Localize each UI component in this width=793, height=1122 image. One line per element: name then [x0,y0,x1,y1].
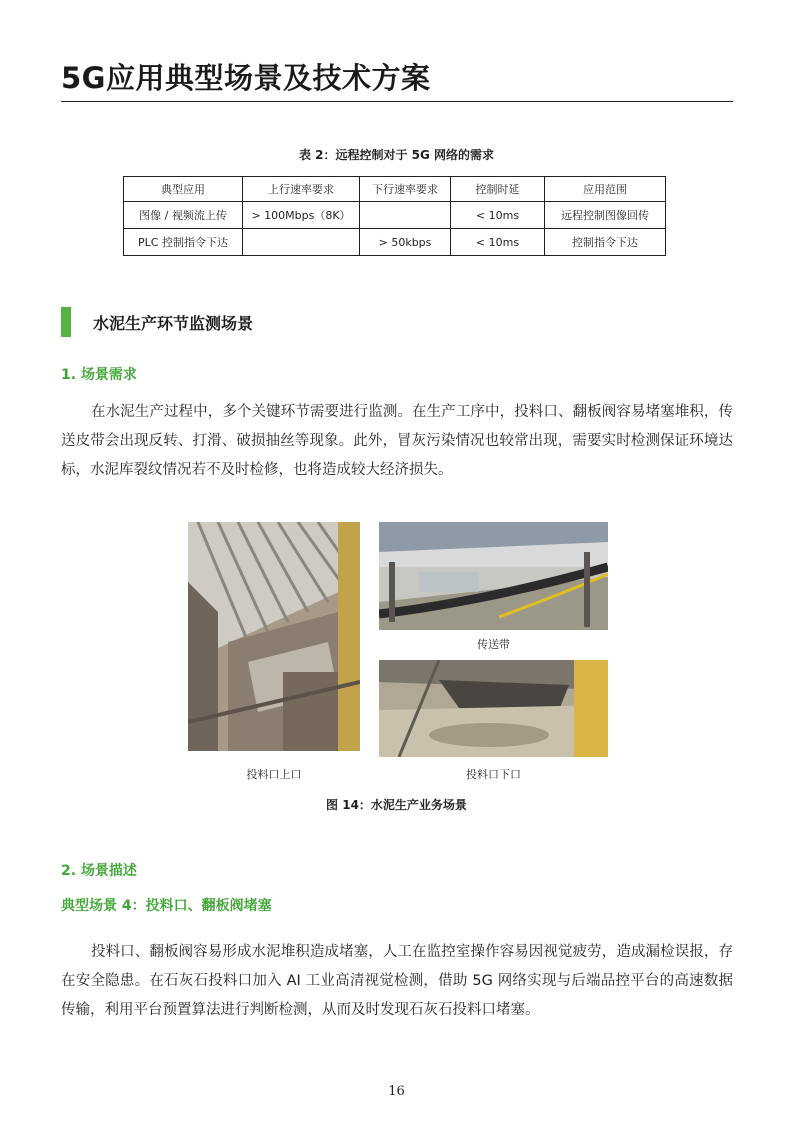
table-cell: 远程控制图像回传 [545,202,666,229]
table-cell [243,229,360,256]
description-heading: 2. 场景描述 [61,863,137,879]
page-number: 16 [388,1084,405,1099]
table-header-cell: 下行速率要求 [360,177,451,202]
requirements-table [123,176,666,256]
feed-port-lower-photo [379,660,608,757]
table-cell: < 10ms [451,229,545,256]
feed-port-upper-photo [188,522,360,751]
table-cell: > 50kbps [360,229,451,256]
table-cell: 图像 / 视频流上传 [124,202,243,229]
figure-label-conveyor: 传送带 [477,638,510,651]
table-header-row [124,177,666,202]
page-title: 5G应用典型场景及技术方案 [61,61,431,95]
table-header-cell: 上行速率要求 [243,177,360,202]
section-title: 水泥生产环节监测场景 [93,313,254,333]
table-cell: < 10ms [451,202,545,229]
description-paragraph: 投料口、翻板阀容易形成水泥堆积造成堵塞，人工在监控室操作容易因视觉疲劳，造成漏检误报，存在安全隐患。在石灰石投料口加入 AI 工业高清视觉检测，借助 5G 网络实现与后端品控平台的高速数据传输，利用平台预置算法进行判断检测，从而及时发现石灰石投料口堵塞。 [61,944,733,1018]
table-caption: 表 2：远程控制对于 5G 网络的需求 [298,148,495,162]
table-cell: PLC 控制指令下达 [124,229,243,256]
table-row [124,229,666,256]
table-header-cell: 典型应用 [124,177,243,202]
scenario-subheading: 典型场景 4：投料口、翻板阀堵塞 [61,898,272,914]
table-header-cell: 控制时延 [451,177,545,202]
need-heading: 1. 场景需求 [61,367,137,383]
table-header-cell: 应用范围 [545,177,666,202]
conveyor-belt-photo [379,522,608,630]
title-divider [61,101,733,102]
section-accent-bar [61,307,71,337]
figure-label-lower: 投料口下口 [466,768,521,781]
figure-label-upper: 投料口上口 [246,768,302,781]
table-cell: 控制指令下达 [545,229,666,256]
table-cell: > 100Mbps（8K） [243,202,360,229]
table-cell [360,202,451,229]
section-header [61,307,253,337]
figure-caption: 图 14：水泥生产业务场景 [326,798,467,812]
table-row [124,202,666,229]
need-paragraph: 在水泥生产过程中，多个关键环节需要进行监测。在生产工序中，投料口、翻板阀容易堵塞堆积，传送皮带会出现反转、打滑、破损抽丝等现象。此外，冒灰污染情况也较常出现，需要实时检测保证环境达标，水泥库裂纹情况若不及时检修，也将造成较大经济损失。 [61,404,733,478]
